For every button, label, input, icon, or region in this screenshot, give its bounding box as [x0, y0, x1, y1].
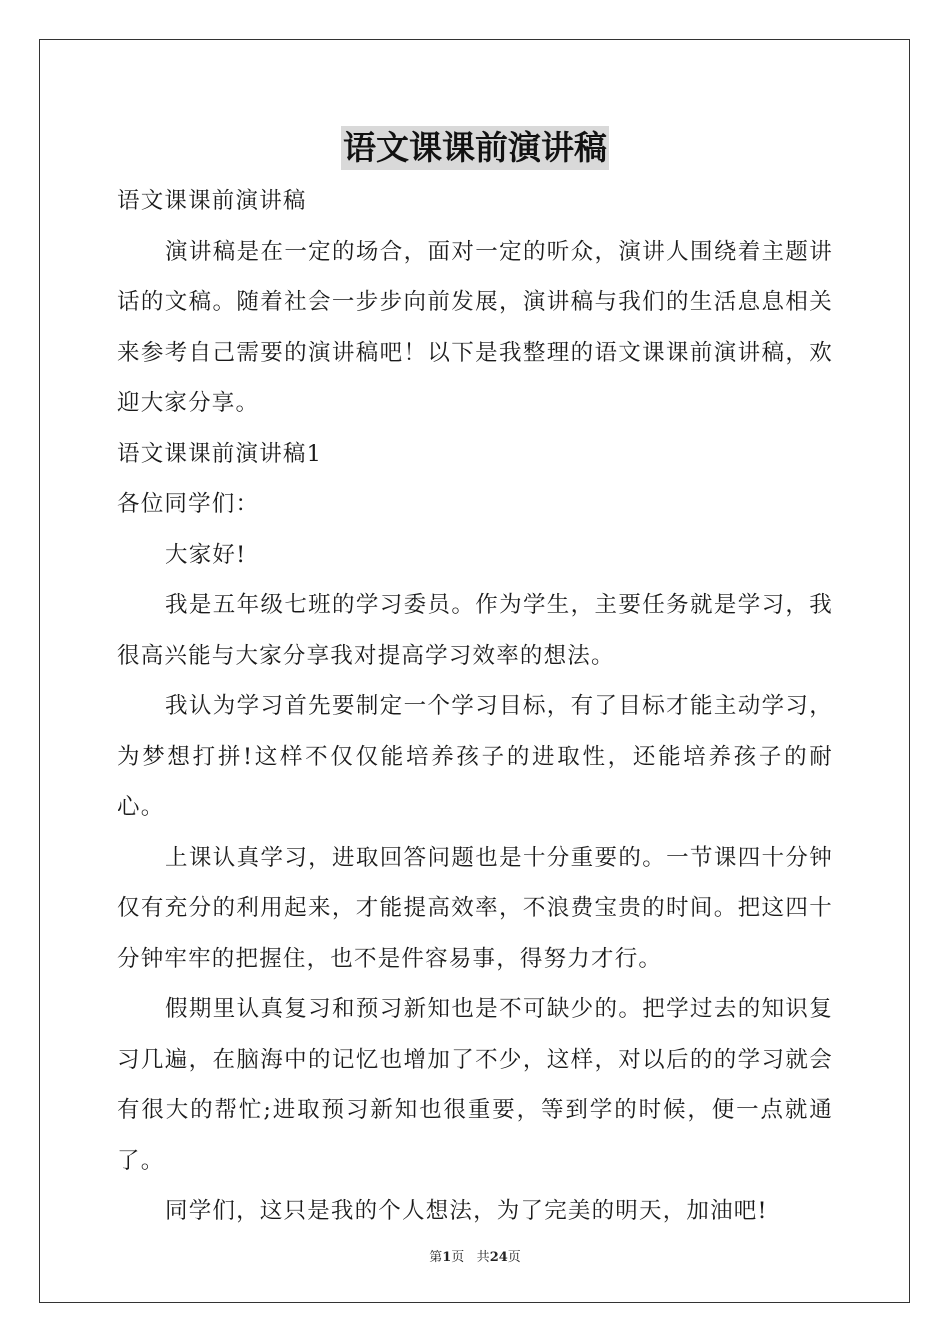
paragraph: 语文课课前演讲稿: [117, 188, 307, 214]
total-prefix: 共: [476, 1250, 490, 1265]
paragraph: 同学们，这只是我的个人想法，为了完美的明天，加油吧!: [165, 1198, 768, 1224]
document-title: 语文课课前演讲稿: [341, 126, 609, 170]
document-body: [117, 176, 833, 1237]
page-suffix: 页: [451, 1250, 465, 1265]
paragraph: 我是五年级七班的学习委员。作为学生，主要任务就是学习，我很高兴能与大家分享我对提高学习效率的想法。: [117, 592, 833, 669]
total-pages: 24: [489, 1250, 508, 1265]
title-container: [0, 126, 950, 170]
paragraph: 大家好!: [165, 541, 247, 568]
paragraph: 上课认真学习，进取回答问题也是十分重要的。一节课四十分钟仅有充分的利用起来，才能提高效率，不浪费宝贵的时间。把这四十分钟牢牢的把握住，也不是件容易事，得努力才行。: [117, 844, 833, 972]
page-number: 1: [442, 1250, 452, 1265]
paragraph: 假期里认真复习和预习新知也是不可缺少的。把学过去的知识复习几遍，在脑海中的记忆也增加了不少，这样，对以后的的学习就会有很大的帮忙;进取预习新知也很重要，等到学的时候，便一点就通了。: [117, 996, 833, 1174]
page-prefix: 第: [429, 1250, 443, 1265]
section-heading: 语文课课前演讲稿1: [117, 440, 323, 467]
total-suffix: 页: [507, 1250, 521, 1265]
paragraph: 我认为学习首先要制定一个学习目标，有了目标才能主动学习，为梦想打拼!这样不仅仅能培养孩子的进取性，还能培养孩子的耐心。: [117, 693, 833, 820]
page-footer: [0, 1246, 950, 1265]
paragraph: 演讲稿是在一定的场合，面对一定的听众，演讲人围绕着主题讲话的文稿。随着社会一步步向前发展，演讲稿与我们的生活息息相关来参考自己需要的演讲稿吧！以下是我整理的语文课课前演讲稿，欢迎大家分享。: [117, 238, 833, 416]
salutation: 各位同学们：: [117, 491, 260, 517]
